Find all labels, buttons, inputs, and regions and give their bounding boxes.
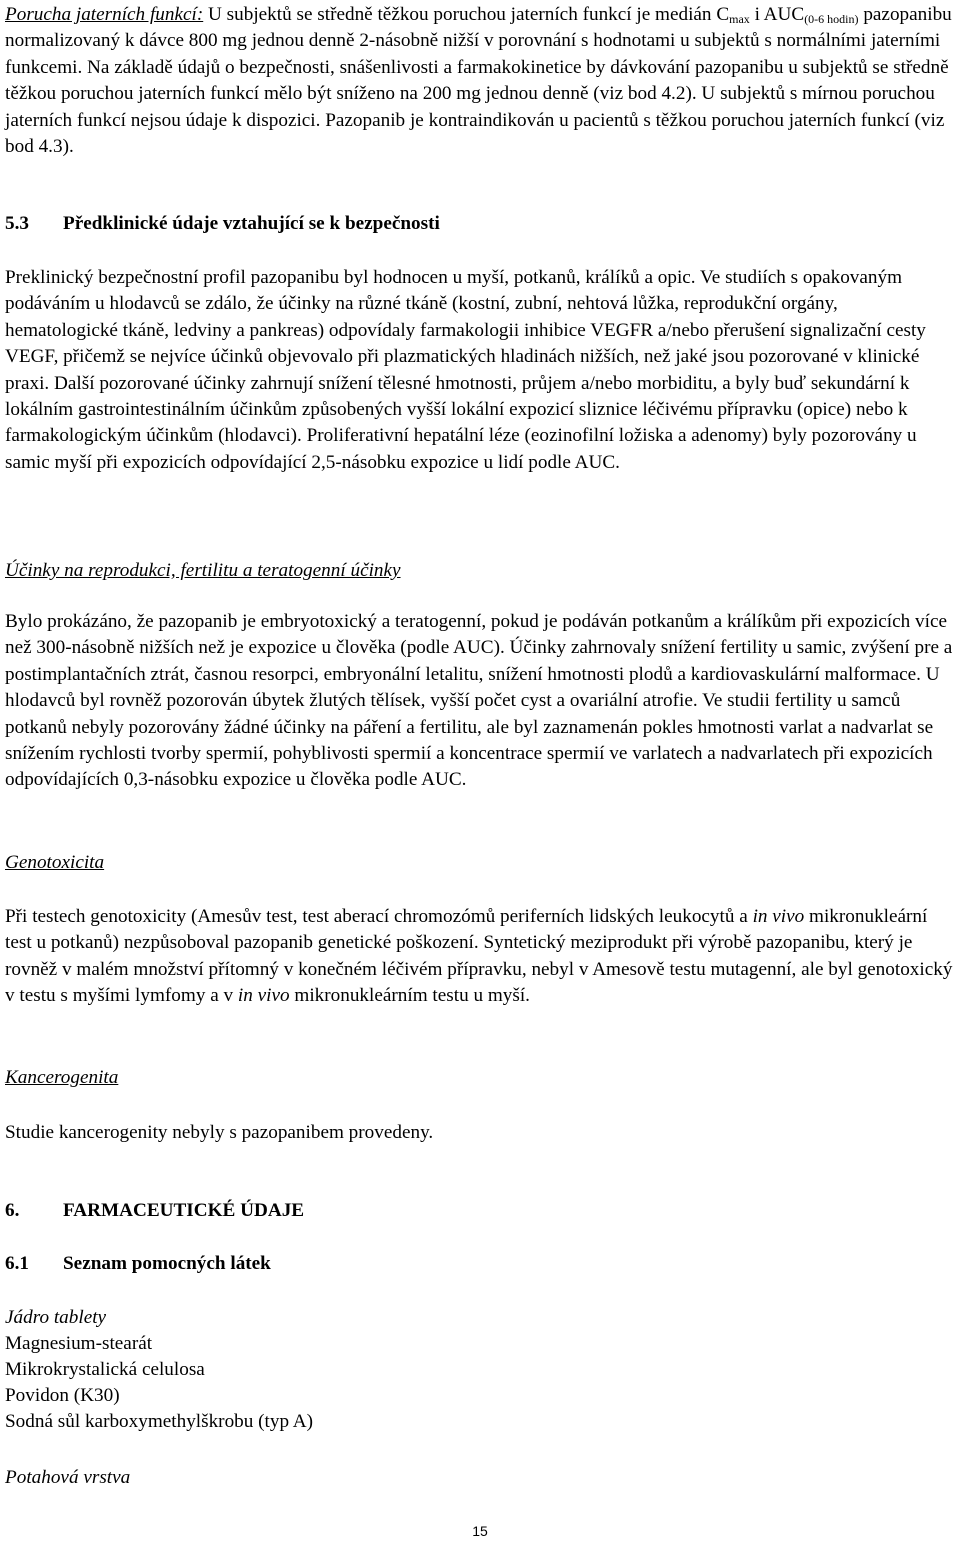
preclinical-text: Preklinický bezpečnostní profil pazopanibu byl hodnocen u myší, potkanů, králíků a opic. Ve studiích s opakovaným podáváním u hlodavců se zdálo, že účinky na různé tkáně (kostní, zubní, nehtová lůžka, reprodukční orgány, hematologické tkáně, ledviny a pankreas) odpovídaly farmakologii inhibice VEGFR a/nebo přerušení signalizační cesty VEGF, přičemž se nejvíce účinků objevovalo při plazmatických hladinách nižších, než jaké jsou pozorované v klinické praxi. Další pozorované účinky zahrnují snížení tělesné hmotnosti, průjem a/nebo morbiditu, a byly buď sekundární k lokálním gastrointestinálním účinkům způsobených vyšší lokální expozicí sliznice léčivému přípravku (opice) nebo k farmakologickým účinkům (hlodavci). Proliferativní hepatální léze (eozinofilní ložiska a adenomy) byly pozorovány u samic myší při expozicích odpovídající 2,5-násobku expozice u lidí podle AUC. <box>5 267 926 473</box>
carcinogenicity-text: Studie kancerogenity nebyly s pazopanibem provedeny. <box>5 1122 434 1143</box>
reproduction-text: Bylo prokázáno, že pazopanib je embryotoxický a teratogenní, pokud je podáván potkanům a králíkům při expozicích více než 300-násobně nižších než je expozice u člověka (podle AUC). Účinky zahrnovaly snížení fertility u samic, zvýšení pre a postimplantačních ztrát, časnou resorpci, embryonální letalitu, snížení hmotnosti plodů a kardiovaskulární malformace. U hlodavců byl rovněž pozorován úbytek žlutých tělísek, vyšší počet cyst a ovariální atrofie. Ve studii fertility u samců potkanů nebyly pozorovány žádné účinky na páření a fertilitu, ale byl zaznamenán pokles hmotnosti varlat a nadvarlat se snížením rychlosti tvorby spermií, pohyblivosti spermií a koncentrace spermií ve varlatech a nadvarlatech při expozicích odpovídajících 0,3-násobku expozice u člověka podle AUC. <box>5 611 953 791</box>
coating-heading-text: Potahová vrstva <box>5 1467 131 1488</box>
cmax-subscript: max <box>729 12 750 26</box>
list-item: Magnesium-stearát <box>5 1333 153 1354</box>
carcinogenicity-paragraph <box>5 1120 955 1146</box>
section-number: 6.1 <box>5 1253 29 1274</box>
in-vivo-term: in vivo <box>752 906 805 927</box>
auc-subscript: (0-6 hodin) <box>804 12 859 26</box>
excipient-list <box>5 1305 955 1435</box>
liver-text-1: U subjektů se středně těžkou poruchou jaterních funkcí je medián C <box>203 4 730 25</box>
list-item: Mikrokrystalická celulosa <box>5 1359 205 1380</box>
coating-heading <box>5 1465 955 1491</box>
reproduction-paragraph <box>5 609 955 794</box>
genotox-text-2: mikronukleární test u potkanů) nezpůsoboval pazopanib genetické poškození. Syntetický meziprodukt při výrobě pazopanibu, který je rovněž v malém množství přítomný v konečném léčivém přípravku, nebyl v Amesově testu mutagenní, ale byl genotoxický v testu s myšími lymfomy a v <box>5 906 953 1007</box>
genotoxicity-paragraph <box>5 904 955 1010</box>
tablet-core-heading: Jádro tablety <box>5 1307 107 1328</box>
section-title: Předklinické údaje vztahující se k bezpečnosti <box>63 213 440 234</box>
section-heading-6 <box>5 1198 955 1224</box>
liver-text-3: pazopanibu normalizovaný k dávce 800 mg jednou denně 2-násobně nižší v porovnání s hodnotami u subjektů s normálními jaterními funkcemi. Na základě údajů o bezpečnosti, snášenlivosti a farmakokinetice by dávkování pazopanibu u subjektů se středně těžkou poruchou jaterních funkcí mělo být sníženo na 200 mg jednou denně (viz bod 4.2). U subjektů s mírnou poruchou jaterních funkcí nejsou údaje k dispozici. Pazopanib je kontraindikován u pacientů s těžkou poruchou jaterních funkcí (viz bod 4.3). <box>5 4 952 158</box>
genotoxicity-heading-text: Genotoxicita <box>5 852 105 873</box>
section-heading-5-3 <box>5 211 955 237</box>
section-heading-6-1 <box>5 1251 955 1277</box>
section-title: FARMACEUTICKÉ ÚDAJE <box>63 1200 305 1221</box>
carcinogenicity-heading-text: Kancerogenita <box>5 1067 119 1088</box>
liver-impairment-heading: Porucha jaterních funkcí: <box>5 4 204 25</box>
genotox-text-3: mikronukleárním testu u myší. <box>289 985 530 1007</box>
preclinical-paragraph <box>5 265 955 476</box>
liver-text-2: i AUC <box>749 4 805 25</box>
section-number: 6. <box>5 1200 20 1221</box>
page-number: 15 <box>472 1523 488 1539</box>
liver-impairment-paragraph <box>5 2 955 160</box>
section-title: Seznam pomocných látek <box>63 1253 271 1274</box>
list-item: Povidon (K30) <box>5 1385 120 1406</box>
reproduction-heading <box>5 558 955 584</box>
genotox-text-1: Při testech genotoxicity (Amesův test, test aberací chromozómů periferních lidských leukocytů a <box>5 906 753 927</box>
reproduction-heading-text: Účinky na reprodukci, fertilitu a teratogenní účinky <box>5 560 401 581</box>
carcinogenicity-heading <box>5 1065 955 1091</box>
in-vivo-term: in vivo <box>237 985 290 1007</box>
list-item: Sodná sůl karboxymethylškrobu (typ A) <box>5 1411 314 1432</box>
genotoxicity-heading <box>5 850 955 876</box>
section-number: 5.3 <box>5 213 29 234</box>
